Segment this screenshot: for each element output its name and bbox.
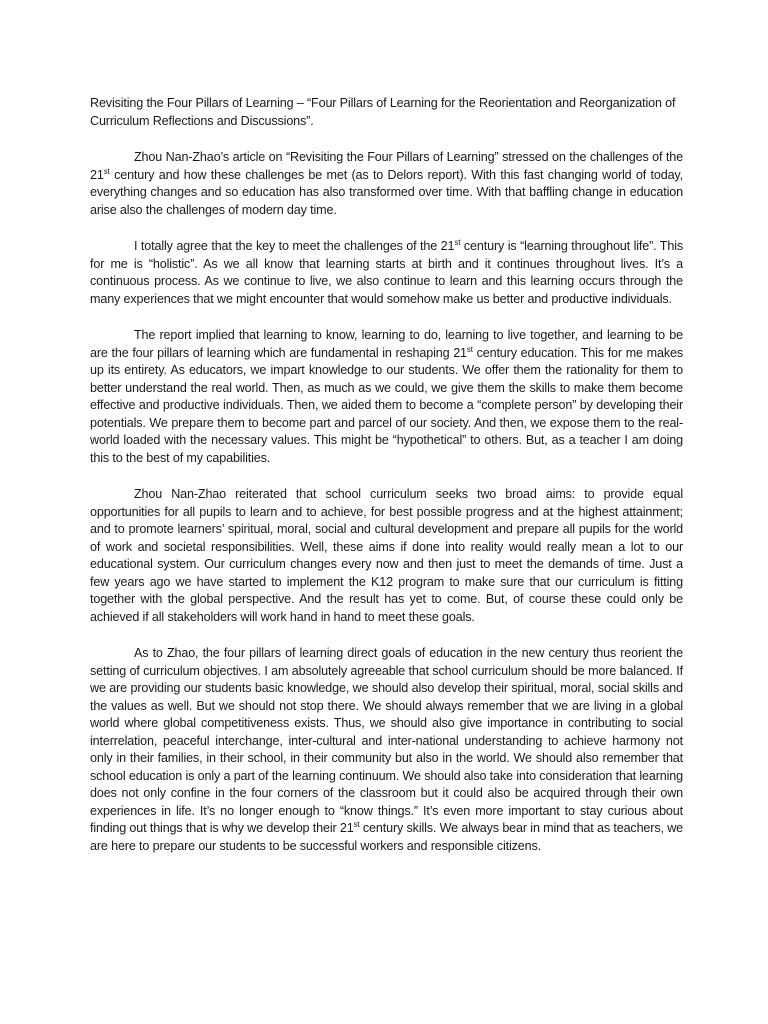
ordinal-superscript: st <box>454 237 461 247</box>
paragraph-text: century skills. We always bear in mind that as teachers, we are here to prepare our students to be successful workers and responsible citizens. <box>90 821 683 853</box>
paragraph-text: I totally agree that the key to meet the challenges of the 21 <box>134 239 455 253</box>
paragraph-text: Zhou Nan-Zhao reiterated that school curriculum seeks two broad aims: to provide equal opportunities for all pupils to learn and to achieve, for best possible progress and at the highest attainment; and to promote learners’ spiritual, moral, social and cultural development and prepare all pupils for the world of work and societal responsibilities. Well, these aims if done into reality would really mean a lot to our educational system. Our curriculum changes every now and then just to meet the demands of time. Just a few years ago we have started to implement the K12 program to make sure that our curriculum is fitting together with the global perspective. And the result has yet to come. But, of course these could only be achieved if all stakeholders will work hand in hand to meet these goals. <box>90 487 683 624</box>
paragraph-5 <box>90 645 683 855</box>
paragraph-text: As to Zhao, the four pillars of learning direct goals of education in the new century thus reorient the setting of curriculum objectives. I am absolutely agreeable that school curriculum should be more balanced. If we are providing our students basic knowledge, we should also develop their spiritual, moral, social skills and the values as well. But we should not stop there. We should always remember that we are living in a global world where global competitiveness exists. Thus, we should also give importance in contributing to social interrelation, peaceful interchange, inter-cultural and inter-national understanding to achieve harmony not only in their families, in their school, in their community but also in the world. We should also remember that school education is only a part of the learning continuum. We should also take into consideration that learning does not only confine in the four corners of the classroom but it could also be acquired through their own experiences in life. It’s no longer enough to “know things.” It’s even more important to stay curious about finding out things that is why we develop their 21 <box>90 646 683 835</box>
ordinal-superscript: st <box>466 344 473 354</box>
ordinal-superscript: st <box>103 166 110 176</box>
ordinal-superscript: st <box>353 819 360 829</box>
paragraph-text: century and how these challenges be met (as to Delors report). With this fast changing world of today, everything changes and so education has also transformed over time. With that baffling change in education arise also the challenges of modern day time. <box>90 167 683 217</box>
paragraph-text: century is “learning throughout life”. This for me is “holistic”. As we all know that learning starts at birth and it continues throughout lives. It’s a continuous process. As we continue to live, we also continue to learn and this learning occurs through the many experiences that we might encounter that would somehow make us better and productive individuals. <box>90 239 683 306</box>
paragraph-4 <box>90 486 683 626</box>
paragraph-2 <box>90 238 683 308</box>
paragraph-1 <box>90 149 683 219</box>
paragraph-text: century education. This for me makes up its entirety. As educators, we impart knowledge to our students. We offer them the rationality for them to better understand the real world. Then, as much as we could, we give them the skills to make them become effective and productive individuals. Then, we aided them to become a “complete person” by developing their potentials. We prepare them to become part and parcel of our society. And then, we expose them to the real-world loaded with the necessary values. This might be “hypothetical” to others. But, as a teacher I am doing this to the best of my capabilities. <box>90 345 683 465</box>
document-body <box>90 149 683 855</box>
paragraph-text: Zhou Nan-Zhao’s article on “Revisiting the Four Pillars of Learning” stressed on the challenges of the 21 <box>90 150 683 182</box>
paragraph-text: The report implied that learning to know, learning to do, learning to live together, and learning to be are the four pillars of learning which are fundamental in reshaping 21 <box>90 328 683 360</box>
paragraph-3 <box>90 327 683 467</box>
document-title: Revisiting the Four Pillars of Learning – “Four Pillars of Learning for the Reorientation and Reorganization of Curriculum Reflections and Discussions”. <box>90 96 676 128</box>
